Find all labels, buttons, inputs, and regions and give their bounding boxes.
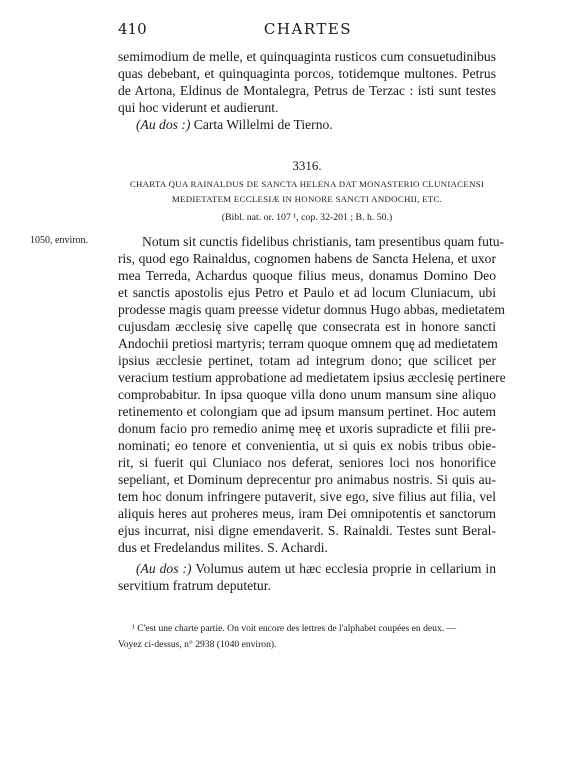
footnote-line: ¹ C'est une charte partie. On voit encore des lettres de l'alphabet coupées en deux. —	[132, 623, 457, 634]
text-line: ipsius æcclesie pertinet, totam ad integrum dono; que scilicet per	[118, 353, 496, 368]
text-line: cujusdam æcclesię sive capellę que consecrata est in honore sancti	[118, 319, 496, 334]
text-line: veracium testium approbatione ad medietatem ipsius æcclesię pertinere	[118, 370, 506, 385]
footnote	[118, 621, 496, 653]
dorsal-note	[136, 560, 496, 577]
running-header	[118, 20, 498, 42]
text-line: sepeliant, et Dominum deprecentur pro animabus nostris. Si quis au-	[118, 472, 496, 487]
text-line: dus et Fredelandus milites. S. Achardi.	[118, 540, 328, 555]
text-line: quas debebant, et quinquaginta porcos, totidemque multones. Petrus	[118, 66, 496, 81]
text-line: ris, quod ego Rainaldus, cognomen habens de Sancta Helena, et uxor	[118, 251, 496, 266]
text-line: mea Terreda, Achardus quoque filius meus, donamus Domino Deo	[118, 268, 496, 283]
text-line: nominati; eo tenore et convenientia, ut si quis ex nobis tribus obie-	[118, 438, 496, 453]
text-line: semimodium de melle, et quinquaginta rusticos cum consuetudinibus	[118, 49, 496, 64]
page-number: 410	[118, 20, 147, 38]
text-line: aliquis heres aut proheres meus, iram Dei omnipotentis et sanctorum	[118, 506, 496, 521]
dorsal-label: (Au dos :)	[136, 561, 192, 576]
charter-body	[118, 233, 506, 594]
text-line: qui hoc viderunt et audierunt.	[118, 100, 279, 115]
text-line: comprobabitur. In ipsa quoque villa dono unum mansum sine aliquo	[118, 387, 496, 402]
text-line: ejus incurrat, nisi digne emendaverit. S. Rainaldi. Testes sunt Beral-	[118, 523, 496, 538]
manuscript-source: (Bibl. nat. or. 107 ¹, cop. 32-201 ; B. h. 50.)	[221, 212, 393, 223]
text-line: servitium fratrum deputetur.	[118, 578, 271, 593]
text-line: Notum sit cunctis fidelibus christianis, tam presentibus quam futu-	[142, 234, 505, 249]
dorsal-label: (Au dos :)	[136, 117, 191, 132]
running-title: CHARTES	[263, 20, 353, 38]
charter-title-line: CHARTA QUA RAINALDUS DE SANCTA HELENA DAT MONASTERIO CLUNIACENSI	[129, 179, 485, 189]
charter-number: 3316.	[292, 158, 322, 173]
text-line: tem hoc donum infringere putaverit, sive ego, sive filius aut filia, vel	[118, 489, 496, 504]
charter-title-line: MEDIETATEM ECCLESIÆ IN HONORE SANCTI ANDOCHII, ETC.	[171, 194, 443, 204]
dorsal-note	[118, 116, 496, 133]
charter-title	[118, 177, 496, 207]
text-line: retinemento et colongiam que ad ipsum mansum pertinet. Hoc autem	[118, 404, 496, 419]
dorsal-text: Carta Willelmi de Tierno.	[193, 117, 333, 132]
text-line: et sanctis apostolis ejus Petro et Paulo et ad locum Cluniacum, ubi	[118, 285, 496, 300]
footnote-line: Voyez ci-dessus, n° 2938 (1040 environ).	[118, 639, 277, 650]
previous-charter-text	[118, 48, 496, 133]
text-line: de Artona, Eldinus de Montalegra, Petrus de Terzac : isti sunt testes	[118, 83, 496, 98]
text-line: donum facio pro remedio animę meę et uxoris supradicte et filii pre-	[118, 421, 496, 436]
text-line: Andochii pretiosi martyris; terram quoque omnem quę ad medietatem	[118, 336, 498, 351]
text-line: prodesse magis quam preesse videtur domnus Hugo abbas, medietatem	[118, 302, 505, 317]
margin-date: 1050, environ.	[30, 235, 89, 246]
dorsal-text: Volumus autem ut hæc ecclesia proprie in cellarium in	[195, 561, 496, 576]
text-line: rit, si fuerit qui Cluniaco nos deferat, seniores loci nos honorifice	[118, 455, 496, 470]
